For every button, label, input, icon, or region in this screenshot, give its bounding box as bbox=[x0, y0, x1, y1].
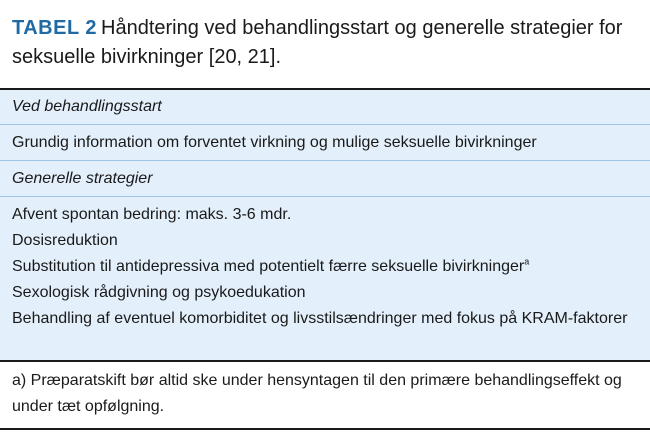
strategy-item: Dosisreduktion bbox=[12, 232, 118, 249]
row-divider bbox=[0, 160, 650, 161]
strategy-item-text: Substitution til antidepressiva med potentielt færre seksuelle bivirkninger bbox=[12, 258, 525, 275]
table-caption: Håndtering ved behandlingsstart og generelle strategier for seksuelle bivirkninger [20, 21]. bbox=[12, 17, 623, 68]
section-heading-general: Generelle strategier bbox=[12, 170, 153, 187]
row-divider bbox=[0, 124, 650, 125]
start-item: Grundig information om forventet virkning og mulige seksuelle bivirkninger bbox=[12, 134, 537, 151]
row-divider bbox=[0, 196, 650, 197]
strategy-item: Behandling af eventuel komorbiditet og livsstilsændringer med fokus på KRAM-faktorer bbox=[12, 310, 628, 327]
strategy-item: Afvent spontan bedring: maks. 3-6 mdr. bbox=[12, 206, 292, 223]
table-label: TABEL 2 bbox=[12, 17, 97, 39]
bottom-rule bbox=[0, 360, 650, 362]
table-footnote: a) Præparatskift bør altid ske under hensyntagen til den primære behandlingseffekt og under tæt opfølgning. bbox=[12, 372, 622, 415]
footnote-marker: a bbox=[524, 256, 530, 267]
table-title bbox=[12, 14, 638, 72]
end-rule bbox=[0, 428, 650, 430]
section-heading-start: Ved behandlingsstart bbox=[12, 98, 162, 115]
strategy-item-substitution bbox=[12, 254, 642, 280]
strategy-table bbox=[0, 90, 650, 360]
strategy-item: Sexologisk rådgivning og psykoedukation bbox=[12, 284, 306, 301]
general-strategies-list bbox=[12, 202, 642, 332]
